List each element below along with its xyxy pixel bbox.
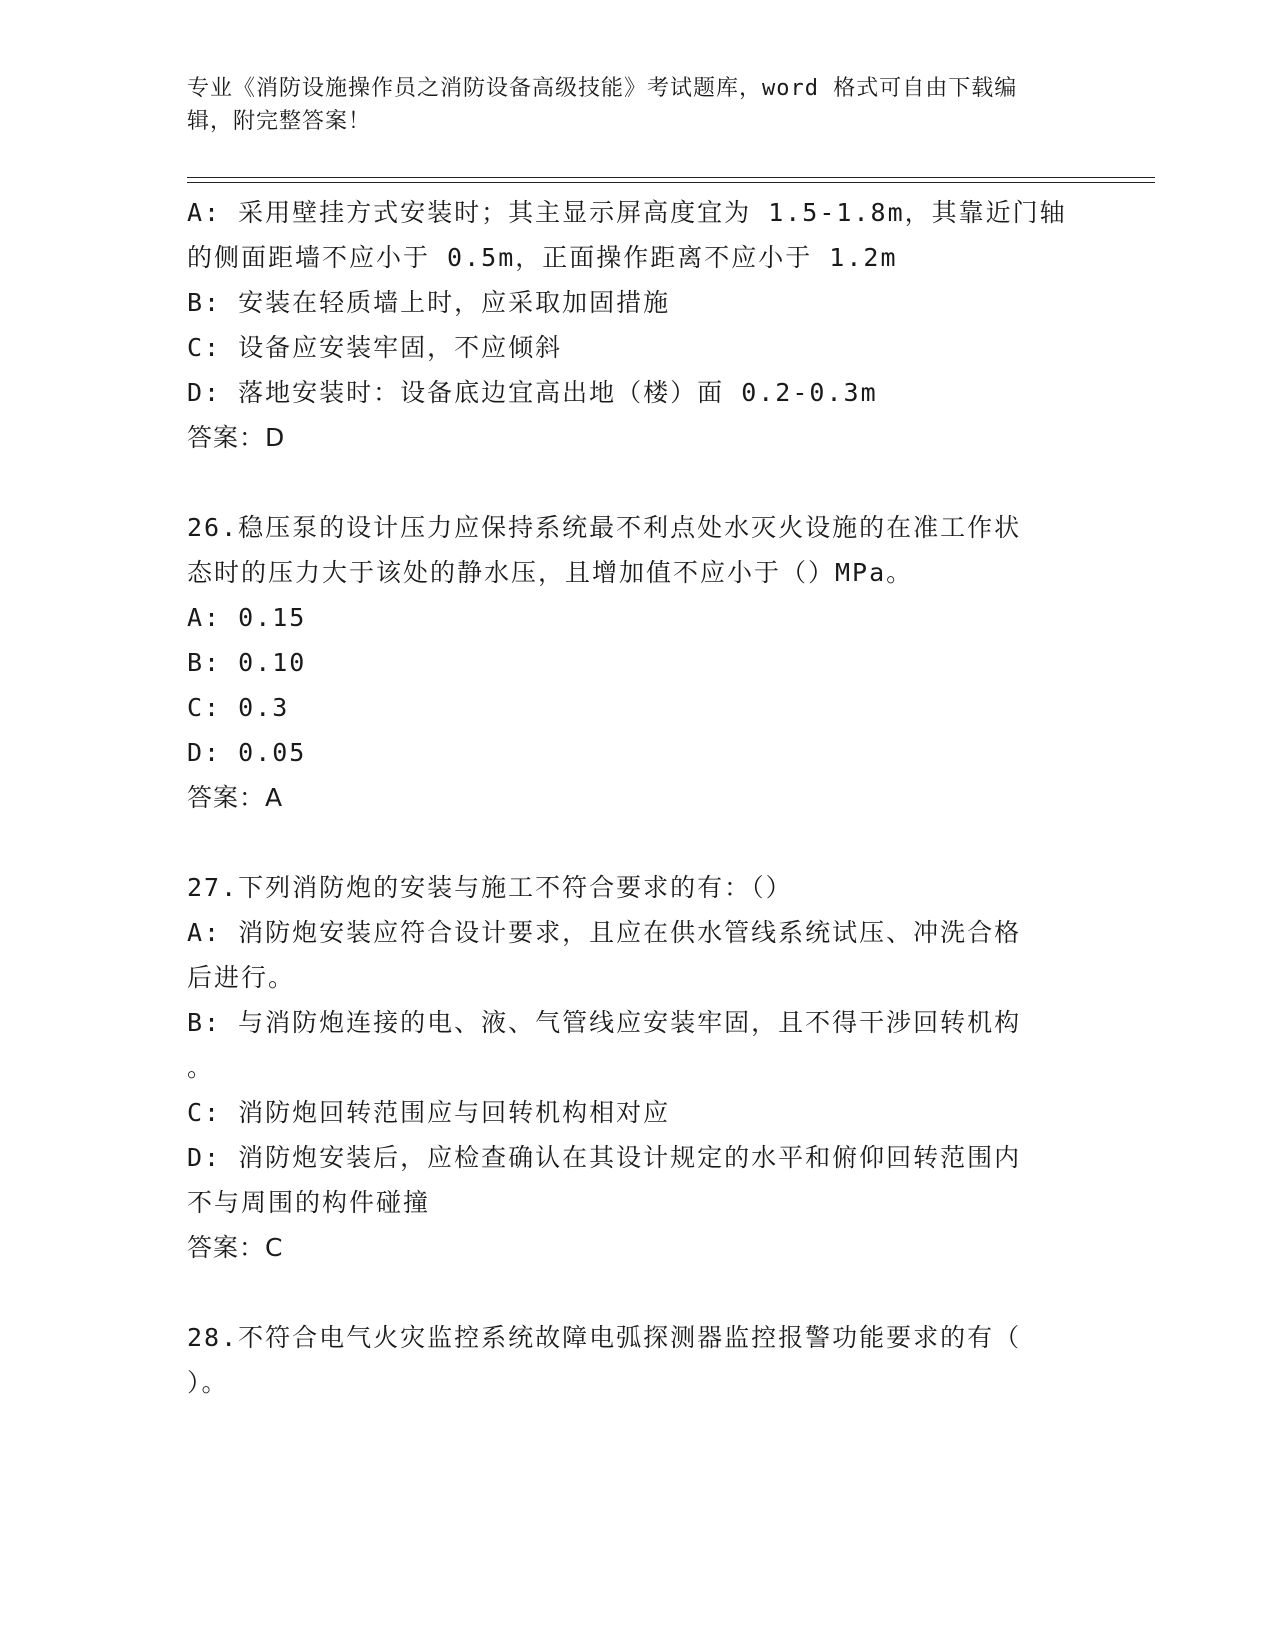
option-b: B: 0.10: [187, 648, 307, 677]
option-b: B: 安装在轻质墙上时，应采取加固措施: [187, 288, 671, 317]
option-a: A: 0.15: [187, 603, 307, 632]
question-28: [187, 1315, 1087, 1405]
header-divider-top: [187, 177, 1155, 178]
header-line-1: 专业《消防设施操作员之消防设备高级技能》考试题库，word 格式可自由下载编: [187, 76, 1018, 101]
header-divider-bottom: [187, 182, 1155, 183]
option-c: C: 设备应安装牢固，不应倾斜: [187, 333, 563, 362]
option-a-line-1: A: 消防炮安装应符合设计要求，且应在供水管线系统试压、冲洗合格: [187, 918, 1022, 947]
header-line-2: 辑，附完整答案！: [187, 109, 372, 134]
option-a-line-2: 的侧面距墙不应小于 0.5m，正面操作距离不应小于 1.2m: [187, 243, 898, 272]
answer: 答案：A: [187, 783, 284, 812]
answer: 答案：D: [187, 423, 286, 452]
option-b-line-1: B: 与消防炮连接的电、液、气管线应安装牢固，且不得干涉回转机构: [187, 1008, 1022, 1037]
option-a-line-1: A: 采用壁挂方式安装时；其主显示屏高度宜为 1.5-1.8m，其靠近门轴: [187, 198, 1067, 227]
question-27: [187, 865, 1087, 1270]
spacer: [187, 820, 1087, 865]
question-26: [187, 505, 1087, 820]
question-stem: 27.下列消防炮的安装与施工不符合要求的有：（）: [187, 873, 793, 902]
question-stem-line-1: 28.不符合电气火灾监控系统故障电弧探测器监控报警功能要求的有（: [187, 1323, 1022, 1352]
option-d: D: 0.05: [187, 738, 307, 767]
option-d-line-2: 不与周围的构件碰撞: [187, 1188, 431, 1217]
spacer: [187, 1270, 1087, 1315]
question-stem-line-2: 态时的压力大于该处的静水压，且增加值不应小于（）MPa。: [187, 558, 914, 587]
option-c: C: 0.3: [187, 693, 290, 722]
answer: 答案：C: [187, 1233, 284, 1262]
option-b-line-2: 。: [187, 1053, 215, 1082]
document-header: [187, 72, 1067, 138]
option-d: D: 落地安装时：设备底边宜高出地（楼）面 0.2-0.3m: [187, 378, 878, 407]
question-stem-line-1: 26.稳压泵的设计压力应保持系统最不利点处水灭火设施的在准工作状: [187, 513, 1022, 542]
document-body: [187, 190, 1087, 1405]
option-c: C: 消防炮回转范围应与回转机构相对应: [187, 1098, 671, 1127]
question-stem-line-2: ）。: [187, 1368, 229, 1397]
question-25: [187, 190, 1087, 460]
option-a-line-2: 后进行。: [187, 963, 296, 992]
spacer: [187, 460, 1087, 505]
option-d-line-1: D: 消防炮安装后，应检查确认在其设计规定的水平和俯仰回转范围内: [187, 1143, 1022, 1172]
